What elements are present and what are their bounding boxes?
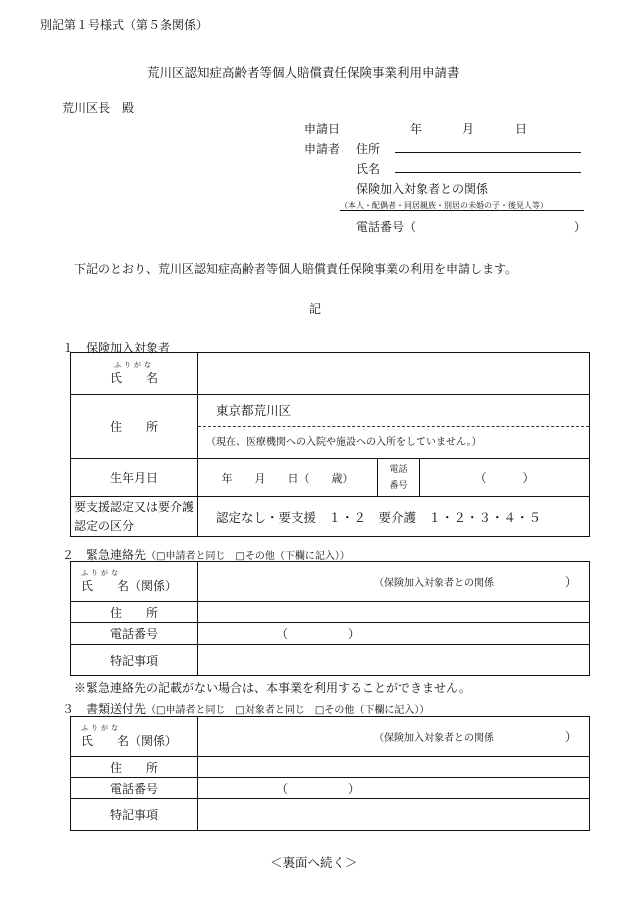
s2-warning: ※緊急連絡先の記載がない場合は、本事業を利用することができません。 xyxy=(74,681,471,695)
s2-address-input[interactable] xyxy=(198,602,590,623)
s1-name-label: 氏 名 xyxy=(109,371,158,385)
s1-phone-input[interactable]: （ ） xyxy=(420,459,590,497)
s3-address-label: 住 所 xyxy=(71,757,198,778)
s2-name-label-cell xyxy=(71,562,198,602)
s2-name-row xyxy=(71,562,590,602)
applicant-name-field[interactable] xyxy=(395,172,581,173)
section2-table xyxy=(70,561,590,676)
s1-address-cell[interactable] xyxy=(198,395,590,459)
s3-phone-label: 電話番号 xyxy=(71,778,198,799)
s3-name-label-cell xyxy=(71,717,198,757)
applicant-name-label: 氏名 xyxy=(356,162,381,176)
section1-table xyxy=(70,352,590,537)
s3-address-row xyxy=(71,757,590,778)
section2-title: ２ 緊急連絡先 xyxy=(62,548,147,562)
s2-furigana: ふりがな xyxy=(81,569,121,577)
s1-phone-label xyxy=(378,459,420,497)
s1-phone-label-2: 番号 xyxy=(389,480,408,491)
s1-address-label: 住 所 xyxy=(71,395,198,459)
s2-notes-input[interactable] xyxy=(198,645,590,676)
s2-relation-text: （保険加入対象者との関係 xyxy=(374,578,494,589)
s3-furigana: ふりがな xyxy=(81,724,121,732)
s3-notes-row xyxy=(71,799,590,831)
s3-phone-row xyxy=(71,778,590,799)
statement: 下記のとおり、荒川区認知症高齢者等個人賠償責任保険事業の利用を申請します。 xyxy=(74,262,518,276)
s2-phone-row xyxy=(71,623,590,645)
form-title: 荒川区認知症高齢者等個人賠償責任保険事業利用申請書 xyxy=(147,65,460,80)
s1-birth-row xyxy=(71,459,590,497)
section3-title: ３ 書類送付先 xyxy=(62,702,147,716)
section3-table xyxy=(70,716,590,831)
s3-address-input[interactable] xyxy=(198,757,590,778)
form-number: 別記第１号様式（第５条関係） xyxy=(40,18,209,32)
s2-notes-label: 特記事項 xyxy=(71,645,198,676)
s2-notes-row xyxy=(71,645,590,676)
applicant-phone-close: ） xyxy=(574,220,587,234)
s3-notes-input[interactable] xyxy=(198,799,590,831)
applicant-label: 申請者 xyxy=(304,142,341,156)
s1-address-note: （現在、医療機関への入院や施設への入所をしていません。） xyxy=(198,426,589,458)
s1-birth-input[interactable]: 年 月 日（ 歳） xyxy=(198,459,378,497)
s3-name-input[interactable] xyxy=(198,717,590,757)
date-label: 申請日 xyxy=(304,122,341,136)
s2-phone-label: 電話番号 xyxy=(71,623,198,645)
s1-phone-label-1: 電話 xyxy=(389,464,408,475)
relation-field[interactable] xyxy=(340,210,584,211)
s1-care-row xyxy=(71,497,590,537)
s1-furigana: ふりがな xyxy=(114,361,154,369)
s1-name-row xyxy=(71,353,590,395)
date-year: 年 xyxy=(410,122,423,136)
section1-heading: １ 保険加入対象者 xyxy=(62,341,171,355)
relation-label: 保険加入対象者との関係 xyxy=(356,182,489,196)
ki-label: 記 xyxy=(309,302,322,316)
applicant-address-label: 住所 xyxy=(356,142,381,156)
s3-relation-close: ） xyxy=(564,730,577,744)
s3-name-label: 氏 名（関係） xyxy=(81,734,178,748)
s3-notes-label: 特記事項 xyxy=(71,799,198,831)
s2-address-label: 住 所 xyxy=(71,602,198,623)
continue-note: ＜裏面へ続く＞ xyxy=(270,855,358,870)
s1-care-label: 要支援認定又は要介護認定の区分 xyxy=(71,497,198,537)
relation-note: （本人・配偶者・同居親族・別居の未婚の子・後見人等） xyxy=(340,201,548,210)
s2-relation-close: ） xyxy=(564,575,577,589)
s3-relation-text: （保険加入対象者との関係 xyxy=(374,733,494,744)
s2-name-input[interactable] xyxy=(198,562,590,602)
section3-heading xyxy=(62,700,429,717)
section2-options[interactable]: （□申請者と同じ □その他（下欄に記入）） xyxy=(146,551,350,562)
s1-care-options[interactable]: 認定なし・要支援 １・２ 要介護 １・２・３・４・５ xyxy=(198,497,590,537)
section3-options[interactable]: （□申請者と同じ □対象者と同じ □その他（下欄に記入）） xyxy=(146,705,430,716)
applicant-address-field[interactable] xyxy=(395,152,581,153)
s2-name-label: 氏 名（関係） xyxy=(81,579,178,593)
s2-address-row xyxy=(71,602,590,623)
s2-phone-input[interactable]: （ ） xyxy=(198,623,590,645)
s1-address-value: 東京都荒川区 xyxy=(216,403,292,418)
s3-name-row xyxy=(71,717,590,757)
s1-birth-label: 生年月日 xyxy=(71,459,198,497)
date-month: 月 xyxy=(462,122,475,136)
addressee: 荒川区長 殿 xyxy=(62,101,135,115)
s1-name-input[interactable] xyxy=(198,353,590,395)
s1-name-label-cell xyxy=(71,353,198,395)
date-day: 日 xyxy=(515,122,528,136)
s1-address-row xyxy=(71,395,590,459)
applicant-phone-label: 電話番号（ xyxy=(356,220,417,234)
s3-phone-input[interactable]: （ ） xyxy=(198,778,590,799)
